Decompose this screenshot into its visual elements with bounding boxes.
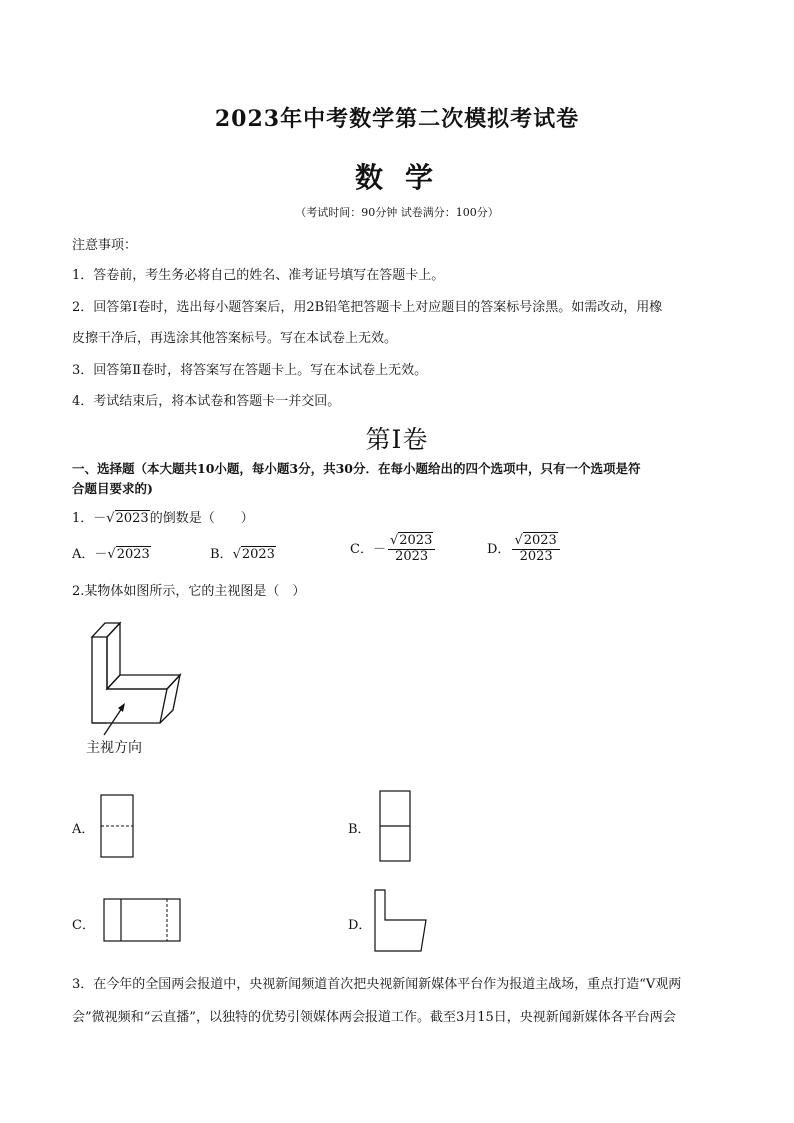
exam-meta: （考试时间：90分钟 试卷满分：100分） bbox=[295, 206, 499, 219]
fraction-numerator bbox=[512, 534, 559, 550]
q1-number: 1． bbox=[72, 511, 94, 526]
fraction-denominator: 2023 bbox=[519, 548, 553, 564]
q2-option-d-figure[interactable] bbox=[373, 888, 433, 954]
q1-option-a[interactable] bbox=[72, 543, 151, 562]
note-item-2-cont: 皮擦干净后，再选涂其他答案标号。写在本试卷上无效。 bbox=[72, 331, 398, 346]
option-label: B． bbox=[210, 547, 233, 562]
note-item-2: 2．回答第Ⅰ卷时，选出每小题答案后，用2B铅笔把答题卡上对应题目的答案标号涂黑。如需改动，用橡 bbox=[72, 300, 663, 315]
sqrt-symbol-icon: √ bbox=[514, 533, 523, 548]
q1-option-c[interactable] bbox=[350, 534, 435, 565]
option-label: D． bbox=[487, 541, 511, 557]
q1-neg-sign: － bbox=[93, 511, 107, 526]
fraction bbox=[388, 534, 435, 565]
sqrt-symbol-icon: √ bbox=[389, 533, 399, 548]
solid-object-drawing bbox=[92, 623, 180, 723]
neg-sign: － bbox=[372, 541, 386, 557]
q1-option-d[interactable] bbox=[487, 534, 560, 565]
arrow-head-icon bbox=[118, 703, 125, 712]
q2-stem: 2.某物体如图所示，它的主视图是（ ） bbox=[72, 584, 306, 599]
note-item-4: 4．考试结束后，将本试卷和答题卡一并交回。 bbox=[72, 394, 341, 409]
view-direction-arrow bbox=[104, 708, 122, 735]
section-instruction-1: 一、选择题（本大题共10小题，每小题3分，共30分．在每小题给出的四个选项中，只有一个选项是符 bbox=[72, 461, 641, 476]
q2-option-a-figure[interactable] bbox=[100, 794, 136, 860]
sqrt-symbol-icon: √ bbox=[106, 511, 115, 526]
fraction-denominator: 2023 bbox=[395, 548, 429, 564]
q1-stem bbox=[72, 507, 254, 526]
note-item-3: 3．回答第Ⅱ卷时，将答案写在答题卡上。写在本试卷上无效。 bbox=[72, 363, 428, 378]
q1-stem-tail: 的倒数是（ ） bbox=[149, 511, 254, 526]
q1-option-b[interactable] bbox=[210, 543, 276, 562]
q2-option-a-label[interactable]: A． bbox=[72, 822, 95, 837]
radicand: 2023 bbox=[116, 547, 150, 562]
notes-heading: 注意事项： bbox=[72, 238, 138, 253]
neg-sign: － bbox=[94, 547, 108, 562]
radicand: 2023 bbox=[399, 533, 433, 548]
section-title: 第Ⅰ卷 bbox=[365, 425, 429, 454]
fraction-numerator bbox=[388, 534, 435, 550]
q3-line-2: 会”微视频和“云直播”，以独特的优势引领媒体两会报道工作。截至3月15日，央视新闻新媒体各平台两会 bbox=[72, 1010, 676, 1025]
sqrt-symbol-icon: √ bbox=[232, 547, 241, 562]
subject-title: 数学 bbox=[354, 161, 455, 194]
q1-radicand: 2023 bbox=[115, 511, 149, 526]
fraction bbox=[512, 534, 559, 565]
note-item-1: 1．答卷前，考生务必将自己的姓名、准考证号填写在答题卡上。 bbox=[72, 268, 445, 283]
q3-line-1: 3．在今年的全国两会报道中，央视新闻频道首次把央视新闻新媒体平台作为报道主战场，重点打造“V观两 bbox=[72, 977, 682, 992]
option-label: A． bbox=[72, 547, 95, 562]
q2-figure-caption: 主视方向 bbox=[86, 740, 142, 756]
radicand: 2023 bbox=[523, 533, 557, 548]
q2-option-c-figure[interactable] bbox=[103, 898, 183, 944]
q2-option-d-label[interactable]: D． bbox=[348, 918, 372, 933]
sqrt-symbol-icon: √ bbox=[107, 547, 116, 562]
radicand: 2023 bbox=[241, 547, 275, 562]
q2-option-b-figure[interactable] bbox=[379, 790, 413, 864]
exam-title: 2023年中考数学第二次模拟考试卷 bbox=[214, 106, 580, 132]
option-label: C． bbox=[350, 541, 373, 557]
q2-option-c-label[interactable]: C． bbox=[72, 918, 95, 933]
q2-option-b-label[interactable]: B． bbox=[348, 822, 371, 837]
section-instruction-2: 合题目要求的) bbox=[72, 481, 153, 496]
